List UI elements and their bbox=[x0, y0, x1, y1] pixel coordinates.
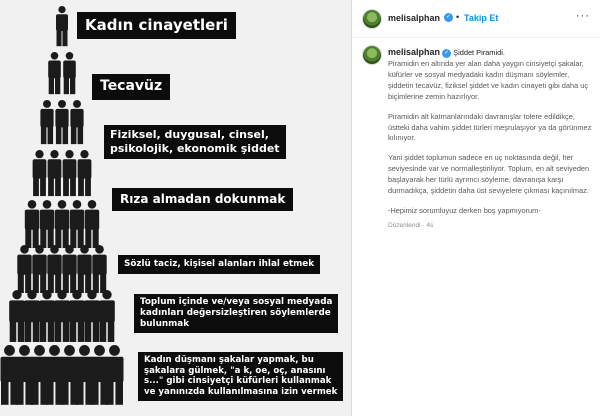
person-figure-icon bbox=[78, 150, 92, 196]
label-rape: Tecavüz bbox=[92, 74, 170, 100]
more-options-icon[interactable]: ··· bbox=[576, 10, 590, 22]
label-femicide: Kadın cinayetleri bbox=[77, 12, 236, 39]
caption-paragraph-4: -Hepimiz sorumluyuz derken boş yapmıyorum- bbox=[388, 205, 541, 215]
label-violence-types bbox=[104, 125, 286, 159]
person-figure-icon bbox=[70, 200, 84, 248]
label-demeaning-line-3: bulunmak bbox=[140, 318, 190, 329]
caption-verified-icon: ✓ bbox=[444, 49, 450, 56]
caption-meta bbox=[388, 221, 594, 231]
label-violence-line-2: psikolojik, ekonomik şiddet bbox=[110, 141, 280, 155]
caption-avatar[interactable] bbox=[362, 45, 382, 65]
caption bbox=[388, 46, 594, 230]
person-figure-icon bbox=[17, 245, 31, 293]
meta-separator: · bbox=[422, 221, 427, 229]
person-figure-icon bbox=[55, 200, 69, 248]
follow-button[interactable]: Takip Et bbox=[464, 13, 499, 23]
person-figure-icon bbox=[99, 290, 115, 342]
person-figure-icon bbox=[48, 52, 61, 94]
label-jokes-line-1: Kadın düşmanı şakalar yapmak, bu bbox=[144, 355, 314, 365]
person-figure-icon bbox=[25, 200, 39, 248]
person-figure-icon bbox=[32, 245, 46, 293]
label-jokes-line-3: s..." gibi cinsiyetçi küfürleri kullanmak bbox=[144, 376, 332, 387]
person-figure-icon bbox=[40, 200, 54, 248]
label-unconsented-touch: Rıza almadan dokunmak bbox=[112, 188, 293, 211]
person-figure-icon bbox=[40, 100, 53, 144]
person-figure-icon bbox=[62, 245, 76, 293]
separator-dot: • bbox=[456, 12, 460, 22]
header-username[interactable]: melisalphan bbox=[388, 13, 441, 23]
person-figure-icon bbox=[24, 290, 40, 342]
person-figure-icon bbox=[48, 150, 62, 196]
caption-paragraph-1: Piramidin en altında yer alan daha yaygın cinsiyetçi şakalar, küfürler ve sosyal medyadaki kadın düşmanı söylemler, şiddetin tecavüz, fiziksel şiddet ve kadın cinayeti gibi daha uç biçimlerine zemin hazırlıyor. bbox=[388, 59, 589, 101]
person-figure-icon bbox=[39, 290, 55, 342]
person-figure-icon bbox=[84, 290, 100, 342]
person-figure-icon bbox=[47, 245, 61, 293]
label-demeaning-line-2: kadınları değersizleştiren söylemlerde bbox=[140, 307, 331, 318]
caption-title: Şiddet Piramidi. bbox=[453, 48, 505, 57]
person-figure-icon bbox=[63, 150, 77, 196]
person-figure-icon bbox=[54, 290, 70, 342]
person-figure-icon bbox=[77, 245, 91, 293]
post-header bbox=[352, 0, 600, 38]
person-figure-icon bbox=[70, 100, 83, 144]
post-time[interactable]: 4s bbox=[426, 221, 434, 229]
caption-username[interactable]: melisalphan bbox=[388, 47, 441, 57]
label-demeaning-line-1: Toplum içinde ve/veya sosyal medyada bbox=[140, 297, 333, 307]
verified-badge-icon: ✓ bbox=[445, 14, 452, 20]
caption-paragraph-3: Yani şiddet toplumun sadece en uç noktasında değil, her seviyesinde var ve normalleştiriliyor. Toplum, en alt seviyeden başlayarak her türlü ayrımcı söyleme, davranışa karşı durmadıkça, şiddetin daha üst seviyelere çıkması kaçınılmaz. bbox=[388, 153, 590, 195]
label-sexist-jokes bbox=[138, 352, 343, 401]
edited-label: Düzenlendi bbox=[388, 221, 421, 229]
avatar[interactable] bbox=[362, 9, 382, 29]
person-figure-icon bbox=[85, 200, 99, 248]
label-jokes-line-4: ve yanınızda kullanılmasına izin vermek bbox=[144, 387, 338, 398]
person-figure-icon bbox=[33, 150, 47, 196]
person-figure-icon bbox=[69, 290, 85, 342]
person-figure-icon bbox=[9, 290, 25, 342]
label-verbal-harassment: Sözlü taciz, kişisel alanları ihlal etmek bbox=[118, 255, 320, 274]
label-jokes-line-2: şakalara gülmek, "a k, oe, oç, anasını bbox=[144, 365, 326, 376]
label-violence-line-1: Fiziksel, duygusal, cinsel, bbox=[110, 128, 269, 141]
person-figure-icon bbox=[106, 345, 124, 405]
person-figure-icon bbox=[55, 100, 68, 144]
person-figure-icon bbox=[56, 6, 68, 46]
caption-paragraph-2: Piramidin alt katmanlarındaki davranışlar tolere edildikçe, üstteki daha vahim şiddet türleri meşrulaşıyor ya da görünmez kılınıyor. bbox=[388, 111, 592, 143]
post-sidebar bbox=[351, 0, 600, 416]
label-demeaning-speech bbox=[134, 294, 338, 333]
person-figure-icon bbox=[92, 245, 106, 293]
person-figure-icon bbox=[63, 52, 76, 94]
